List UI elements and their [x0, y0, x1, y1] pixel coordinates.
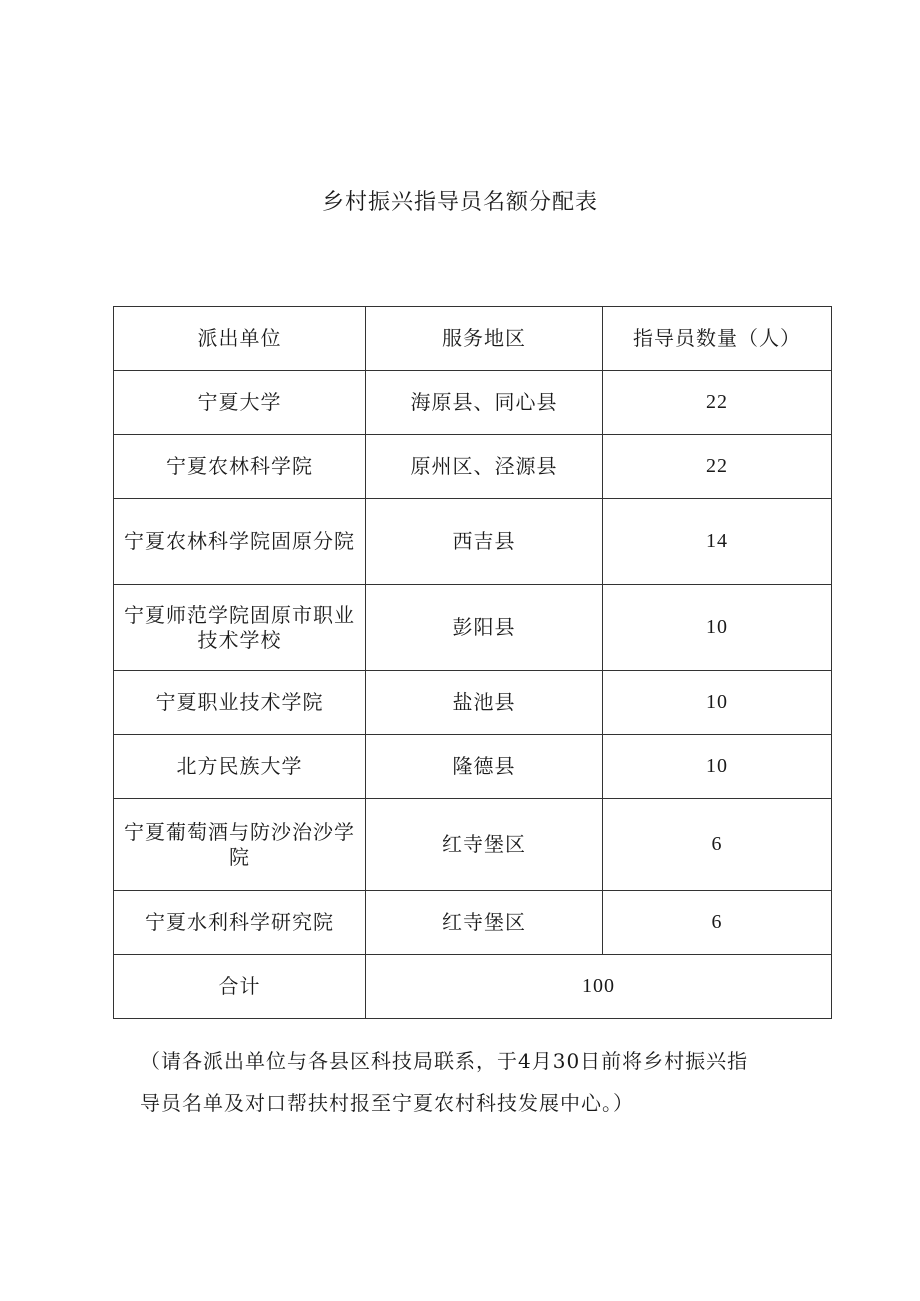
area-cell: 西吉县 — [366, 499, 603, 585]
area-cell: 红寺堡区 — [366, 891, 603, 955]
count-cell: 22 — [603, 435, 832, 499]
unit-cell: 宁夏葡萄酒与防沙治沙学院 — [114, 799, 366, 891]
count-cell: 14 — [603, 499, 832, 585]
table-row — [114, 371, 832, 435]
total-label: 合计 — [114, 955, 366, 1019]
table-row — [114, 735, 832, 799]
area-cell: 原州区、泾源县 — [366, 435, 603, 499]
allocation-table — [113, 306, 832, 1019]
unit-cell: 宁夏农林科学院固原分院 — [114, 499, 366, 585]
count-cell: 10 — [603, 585, 832, 671]
count-cell: 10 — [603, 735, 832, 799]
header-unit: 派出单位 — [114, 307, 366, 371]
footnote — [140, 1040, 840, 1124]
total-row — [114, 955, 832, 1019]
unit-cell: 宁夏职业技术学院 — [114, 671, 366, 735]
table-row — [114, 799, 832, 891]
unit-cell: 宁夏大学 — [114, 371, 366, 435]
area-cell: 盐池县 — [366, 671, 603, 735]
table-row — [114, 891, 832, 955]
unit-cell: 宁夏师范学院固原市职业技术学校 — [114, 585, 366, 671]
count-cell: 10 — [603, 671, 832, 735]
footnote-line-1: （请各派出单位与各县区科技局联系，于4月30日前将乡村振兴指 — [140, 1049, 749, 1073]
total-value: 100 — [366, 955, 832, 1019]
table-row — [114, 585, 832, 671]
page-title: 乡村振兴指导员名额分配表 — [321, 190, 598, 215]
count-cell: 6 — [603, 799, 832, 891]
header-area: 服务地区 — [366, 307, 603, 371]
count-cell: 6 — [603, 891, 832, 955]
area-cell: 红寺堡区 — [366, 799, 603, 891]
area-cell: 隆德县 — [366, 735, 603, 799]
unit-cell: 宁夏农林科学院 — [114, 435, 366, 499]
footnote-line-2: 导员名单及对口帮扶村报至宁夏农村科技发展中心。） — [140, 1091, 634, 1115]
table-row — [114, 499, 832, 585]
count-cell: 22 — [603, 371, 832, 435]
table-row — [114, 671, 832, 735]
table-row — [114, 435, 832, 499]
unit-cell: 北方民族大学 — [114, 735, 366, 799]
header-count: 指导员数量（人） — [603, 307, 832, 371]
table-header-row — [114, 307, 832, 371]
unit-cell: 宁夏水利科学研究院 — [114, 891, 366, 955]
area-cell: 彭阳县 — [366, 585, 603, 671]
area-cell: 海原县、同心县 — [366, 371, 603, 435]
